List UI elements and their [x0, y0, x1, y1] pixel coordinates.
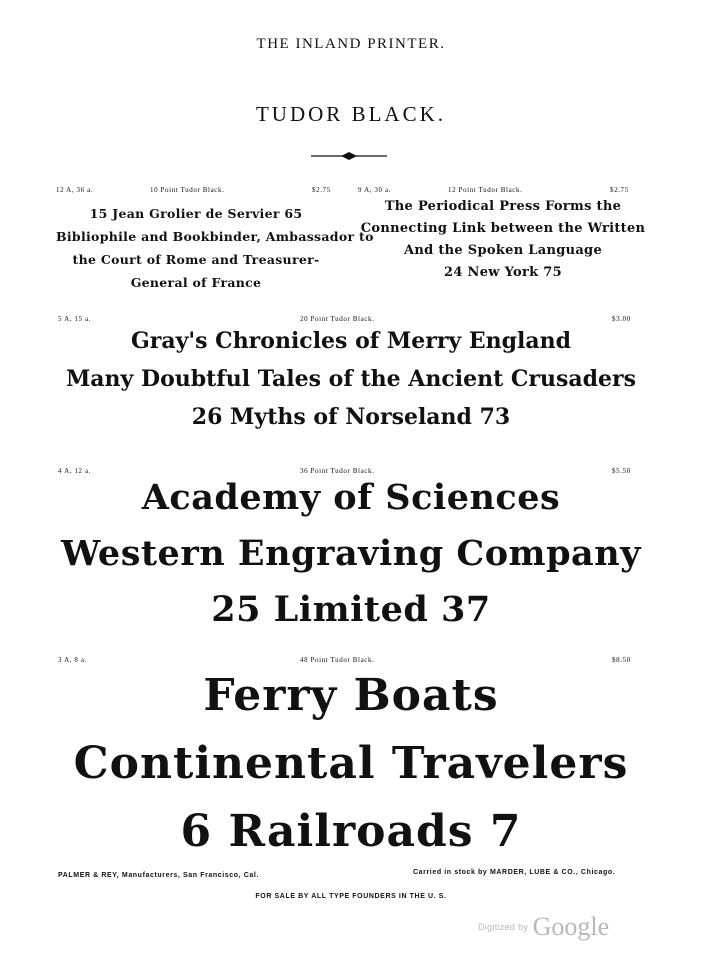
specimen-line: 24 New York 75	[444, 265, 562, 280]
specimen-price: $5.50	[612, 467, 631, 475]
specimen-price: $8.50	[612, 656, 631, 664]
specimen-size: 48 Point Tudor Black.	[300, 656, 375, 664]
specimen-line: 25 Limited 37	[211, 589, 491, 630]
specimen-size: 10 Point Tudor Black.	[150, 186, 225, 194]
specimen-price: $2.75	[312, 186, 331, 194]
specimen-line: The Periodical Press Forms the	[384, 199, 622, 214]
running-head: THE INLAND PRINTER.	[256, 36, 446, 52]
specimen-line: Gray's Chronicles of Merry England	[130, 328, 572, 354]
specimen-line: 15 Jean Grolier de Servier 65	[89, 206, 303, 221]
specimen-line: Academy of Sciences	[141, 477, 561, 518]
digitization-watermark	[478, 912, 638, 942]
watermark-logo: Google	[532, 912, 610, 941]
specimen-price: $2.75	[610, 186, 629, 194]
specimen-line: General of France	[130, 275, 262, 290]
specimen-line: 26 Myths of Norseland 73	[191, 404, 511, 430]
specimen-line: Western Engraving Company	[60, 533, 642, 574]
footer-sale-note: FOR SALE BY ALL TYPE FOUNDERS IN THE U. S.	[255, 893, 447, 900]
specimen-line: the Court of Rome and Treasurer-	[72, 252, 320, 267]
specimen-size: 20 Point Tudor Black.	[300, 315, 375, 323]
specimen-quantity: 3 A, 8 a.	[58, 656, 87, 664]
specimen-quantity: 4 A, 12 a.	[58, 467, 92, 475]
specimen-quantity: 12 A, 36 a.	[56, 186, 94, 194]
specimen-quantity: 5 A, 15 a.	[58, 315, 92, 323]
specimen-quantity: 9 A, 30 a.	[358, 186, 392, 194]
footer-manufacturer: PALMER & REY, Manufacturers, San Francisco, Cal.	[58, 872, 259, 879]
specimen-line: And the Spoken Language	[403, 243, 603, 258]
specimen-line: Ferry Boats	[203, 670, 499, 721]
specimen-line: Bibliophile and Bookbinder, Ambassador to	[56, 229, 374, 244]
specimen-size: 36 Point Tudor Black.	[300, 467, 375, 475]
ornament-rule	[311, 150, 387, 162]
specimen-size: 12 Point Tudor Black.	[448, 186, 523, 194]
specimen-line: Many Doubtful Tales of the Ancient Crusaders	[65, 366, 637, 392]
specimen-line: 6 Railroads 7	[180, 806, 522, 857]
watermark-prefix: Digitized by	[478, 922, 529, 932]
specimen-line: Connecting Link between the Written	[360, 221, 646, 236]
page-title: TUDOR BLACK.	[255, 102, 446, 126]
specimen-line: Continental Travelers	[73, 738, 629, 789]
specimen-price: $3.00	[612, 315, 631, 323]
footer-stockist: Carried in stock by MARDER, LUBE & CO., Chicago.	[413, 869, 616, 876]
